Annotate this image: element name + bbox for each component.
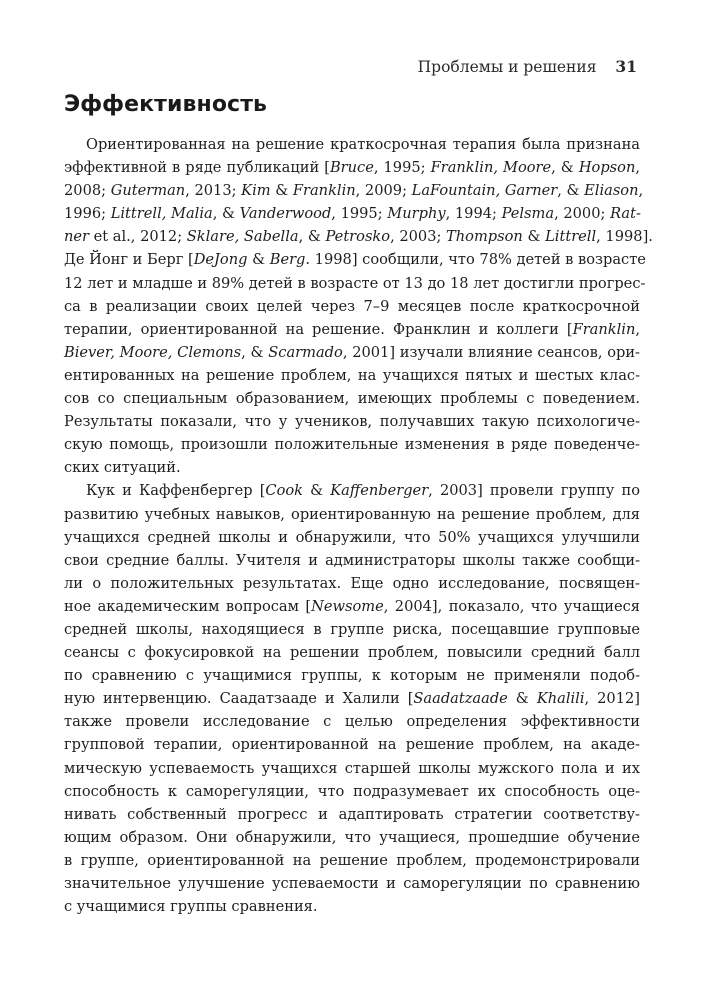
text-line [64,179,644,202]
citation-name: Newsome [311,597,384,615]
text-run: , [635,159,640,177]
citation-name: DeJong [193,251,248,269]
citation-name: Berg [269,251,306,269]
text-line [64,826,640,849]
citation-name: Kaffenberger [330,482,429,500]
text-run: , & [212,205,240,223]
citation-name: Scarmado [268,343,343,361]
text-run: , 2012] [584,690,640,708]
text-line [64,364,640,387]
text-run: способность к саморегуляции, что подразумевает их способность оце- [64,782,640,800]
text-run: ющим образом. Они обнаружили, что учащиеся, прошедшие обучение [64,828,640,846]
text-line [64,479,640,502]
citation-name: Bruce [329,159,374,177]
text-line [64,572,640,595]
citation-name: LaFountain, Garner [411,182,558,200]
body-text [64,133,653,918]
text-run: учащихся средней школы и обнаружили, что 50% учащихся улучшили [64,528,640,546]
text-line [64,433,640,456]
text-line [64,272,646,295]
text-run: свои средние баллы. Учителя и администраторы школы также сообщи- [64,551,640,569]
text-run: нивать собственный прогресс и адаптировать стратегии соответству- [64,805,640,823]
citation-name: Cook [265,482,304,500]
citation-name: Saadatzaade [413,690,508,708]
text-line [64,687,640,710]
text-run: сеансы с фокусировкой на решении проблем, повысили средний балл [64,644,640,662]
paragraph [64,479,640,918]
text-run: , 2009; [355,182,412,200]
citation-name: Thompson [446,228,523,246]
citation-name: Murphy [387,205,446,223]
text-run: , 1995; [373,159,431,177]
text-run: , & [557,182,585,200]
text-run: & [522,228,546,246]
text-line [64,410,640,433]
text-run: , & [551,159,579,177]
text-line [64,780,640,803]
text-run: 1996; [64,205,111,223]
text-line [64,503,640,526]
citation-name: Biever, Moore, Clemons [64,343,242,361]
text-line [64,387,640,410]
citation-name: Pelsma [501,205,555,223]
text-line [64,618,640,641]
text-run: средней школы, находящиеся в группе риска, посещавшие групповые [64,620,640,638]
citation-name: Kim [241,182,271,200]
text-line [64,295,640,318]
text-line [64,757,640,780]
text-line [64,456,640,479]
text-run: , 1995; [331,205,388,223]
text-run: ских ситуаций. [64,459,181,477]
text-run: с учащимися группы сравнения. [64,898,318,916]
text-line [64,733,640,756]
citation-name: Franklin, Moore [430,159,552,177]
text-run: et al., 2012; [89,228,187,246]
text-run: , & [298,228,326,246]
text-run: развитию учебных навыков, ориентированную на решение проблем, для [64,505,640,523]
text-line [64,549,640,572]
text-line [64,133,640,156]
text-run: & [303,482,331,500]
citation-name: ner [64,228,90,246]
text-run: , & [241,343,269,361]
text-run: , 2000; [554,205,611,223]
text-run: & [247,251,270,269]
text-line [64,803,640,826]
text-run: групповой терапии, ориентированной на решение проблем, на акаде- [64,736,640,754]
citation-name: Rat- [610,205,641,223]
text-line [64,664,640,687]
text-run: , [635,320,640,338]
text-line [64,526,640,549]
text-line [64,849,640,872]
citation-name: Littrell, Malia [110,205,213,223]
running-head [418,57,637,76]
text-run: ную интервенцию. Саадатзааде и Халили [ [64,690,414,708]
text-run: Результаты показали, что у учеников, получавших такую психологиче- [64,413,640,431]
citation-name: Eliason [584,182,639,200]
citation-name: Franklin [292,182,356,200]
text-run: , 2013; [185,182,242,200]
running-head-title: Проблемы и решения [417,58,597,76]
text-line [64,641,640,664]
text-run: ентированных на решение проблем, на учащихся пятых и шестых клас- [64,366,640,384]
citation-name: Franklin [572,320,636,338]
text-line [64,202,640,225]
citation-name: Petrosko [325,228,391,246]
text-run: ли о положительных результатах. Еще одно исследование, посвящен- [64,574,640,592]
text-run: , 2003; [390,228,447,246]
text-run: , 2004], показало, что учащиеся [383,597,640,615]
text-run: сов со специальным образованием, имеющих проблемы с поведением. [64,390,640,408]
citation-name: Sklare, Sabella [186,228,299,246]
text-run: & [507,690,537,708]
text-run: также провели исследование с целью определения эффективности [64,713,640,731]
text-line [64,156,640,179]
text-run: , 2001] изучали влияние сеансов, ори- [342,343,640,361]
text-line [64,895,640,918]
section-title: Эффективность [64,92,268,117]
text-run: Ориентированная на решение краткосрочная терапия была признана [86,136,640,153]
text-run: , 1998]. [596,228,653,246]
text-run: мическую успеваемость учащихся старшей школы мужского пола и их [64,759,640,777]
text-run: , 2003] провели группу по [428,482,640,500]
text-run: ное академическим вопросам [ [64,597,312,615]
page-number: 31 [615,57,637,76]
text-run: по сравнению с учащимися группы, к которым не применяли подоб- [64,667,640,685]
text-run: , [638,182,644,200]
text-run: Де Йонг и Берг [ [64,251,194,269]
text-run: , 1994; [445,205,502,223]
text-line [64,872,640,895]
text-run: 12 лет и младше и 89% детей в возрасте от 13 до 18 лет достигли прогрес- [64,274,646,292]
citation-name: Vanderwood [239,205,332,223]
text-run: эффективной в ряде публикаций [ [64,159,330,177]
text-run: & [270,182,293,200]
citation-name: Littrell [545,228,597,246]
text-run: Кук и Каффенбергер [ [86,482,266,500]
paragraph [64,133,653,479]
text-line [64,341,640,364]
citation-name: Hopson [578,159,636,177]
citation-name: Khalili [536,690,585,708]
text-run: са в реализации своих целей через 7–9 месяцев после краткосрочной [64,297,640,315]
text-line [64,225,653,248]
text-line [64,710,640,733]
text-run: скую помощь, произошли положительные изменения в ряде поведенче- [64,436,640,454]
text-run: значительное улучшение успеваемости и саморегуляции по сравнению [64,875,640,892]
text-run: . 1998] сообщили, что 78% детей в возрасте [305,251,646,269]
text-line [64,318,640,341]
text-run: 2008; [64,182,111,200]
text-run: терапии, ориентированной на решение. Франклин и коллеги [ [64,320,573,338]
citation-name: Guterman [110,182,186,200]
text-run: в группе, ориентированной на решение проблем, продемонстрировали [64,851,640,869]
text-line [64,595,640,618]
text-line [64,248,646,271]
